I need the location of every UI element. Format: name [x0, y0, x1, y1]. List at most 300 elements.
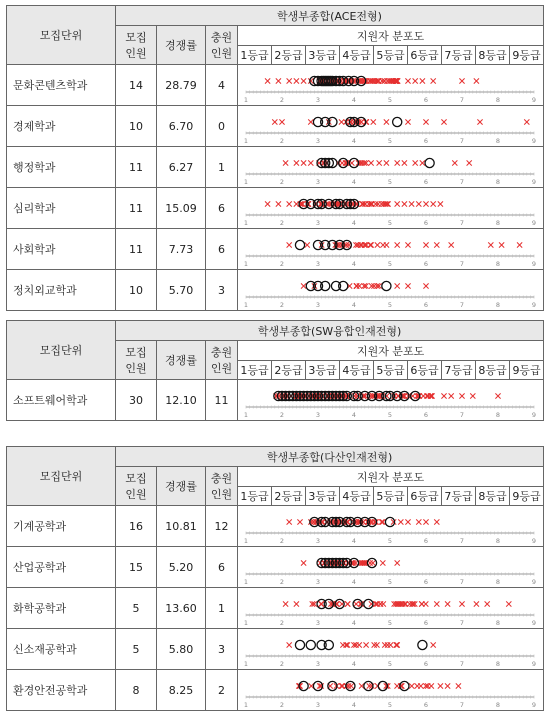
applicant-mark — [371, 119, 376, 124]
axis-tick-label: 6 — [423, 537, 429, 545]
axis-tick-label: 4 — [351, 619, 357, 627]
applicant-mark — [474, 601, 479, 606]
axis-tick-label: 7 — [459, 219, 465, 227]
strip-plot-svg — [238, 148, 542, 186]
distribution-plot — [238, 188, 544, 229]
applicant-mark — [456, 683, 461, 688]
grade-label: 9등급 — [510, 487, 544, 506]
axis-tick-label: 2 — [279, 137, 285, 145]
axis-tick-label: 8 — [495, 660, 501, 668]
table-row — [7, 188, 544, 229]
applicant-mark — [345, 601, 350, 606]
dept-name: 사회학과 — [7, 229, 116, 270]
axis-tick-label: 1 — [243, 137, 249, 145]
applicant-mark — [438, 683, 443, 688]
fill-value: 12 — [206, 506, 238, 547]
applicant-mark — [301, 160, 306, 165]
applicant-mark — [265, 78, 270, 83]
axis-tick-label: 8 — [495, 578, 501, 586]
strip-plot-svg — [238, 66, 542, 104]
applicant-mark — [488, 242, 493, 247]
quota-value: 11 — [116, 229, 157, 270]
admitted-mark — [393, 117, 402, 126]
axis-tick-label: 1 — [243, 219, 249, 227]
applicant-mark — [354, 601, 359, 606]
applicant-mark — [339, 119, 344, 124]
header-fill: 충원 인원 — [206, 341, 238, 380]
admitted-mark — [306, 640, 315, 649]
axis-tick-label: 3 — [315, 96, 321, 104]
grade-label: 2등급 — [272, 46, 306, 65]
applicant-mark — [354, 283, 359, 288]
axis-tick-label: 3 — [315, 219, 321, 227]
applicant-mark — [405, 242, 410, 247]
header-distribution: 지원자 분포도 — [238, 26, 544, 46]
applicant-mark — [485, 601, 490, 606]
grade-label: 5등급 — [374, 487, 408, 506]
ratio-value: 28.79 — [157, 65, 206, 106]
applicant-mark — [445, 601, 450, 606]
dept-name: 신소재공학과 — [7, 629, 116, 670]
axis-tick-label: 9 — [531, 619, 537, 627]
grade-label: 9등급 — [510, 361, 544, 380]
table-ace — [6, 5, 544, 311]
applicant-mark — [395, 283, 400, 288]
header-ratio: 경쟁률 — [157, 341, 206, 380]
axis-tick-label: 4 — [351, 660, 357, 668]
axis-tick-label: 8 — [495, 137, 501, 145]
axis-tick-label: 9 — [531, 701, 537, 709]
distribution-plot — [238, 588, 544, 629]
grade-label: 7등급 — [442, 487, 476, 506]
distribution-plot — [238, 106, 544, 147]
grade-label: 6등급 — [408, 46, 442, 65]
applicant-mark — [434, 519, 439, 524]
applicant-mark — [394, 642, 399, 647]
quota-value: 5 — [116, 629, 157, 670]
grade-label: 9등급 — [510, 46, 544, 65]
quota-value: 11 — [116, 188, 157, 229]
applicant-mark — [279, 119, 284, 124]
admitted-mark — [295, 640, 304, 649]
grade-label: 3등급 — [306, 46, 340, 65]
axis-tick-label: 4 — [351, 537, 357, 545]
axis-tick-label: 6 — [423, 96, 429, 104]
axis-tick-label: 3 — [315, 411, 321, 419]
axis-tick-label: 3 — [315, 619, 321, 627]
applicant-mark — [517, 242, 522, 247]
applicant-mark — [409, 201, 414, 206]
applicant-mark — [413, 160, 418, 165]
axis-tick-label: 7 — [459, 537, 465, 545]
axis-tick-label: 4 — [351, 137, 357, 145]
axis-tick-label: 3 — [315, 660, 321, 668]
axis-tick-label: 4 — [351, 219, 357, 227]
fill-value: 6 — [206, 229, 238, 270]
axis-tick-label: 6 — [423, 301, 429, 309]
axis-tick-label: 8 — [495, 96, 501, 104]
axis-tick-label: 7 — [459, 660, 465, 668]
fill-value: 2 — [206, 670, 238, 711]
dept-name: 정치외교학과 — [7, 270, 116, 311]
grade-label: 6등급 — [408, 361, 442, 380]
dept-name: 소프트웨어학과 — [7, 380, 116, 421]
applicant-mark — [395, 201, 400, 206]
axis-tick-label: 6 — [423, 260, 429, 268]
applicant-mark — [416, 519, 421, 524]
applicant-mark — [369, 242, 374, 247]
axis-tick-label: 2 — [279, 619, 285, 627]
applicant-mark — [413, 78, 418, 83]
axis-tick-label: 2 — [279, 537, 285, 545]
ratio-value: 5.20 — [157, 547, 206, 588]
applicant-mark — [384, 119, 389, 124]
dept-name: 기계공학과 — [7, 506, 116, 547]
grade-label: 3등급 — [306, 487, 340, 506]
axis-tick-label: 2 — [279, 178, 285, 186]
fill-value: 1 — [206, 588, 238, 629]
axis-tick-label: 7 — [459, 578, 465, 586]
applicant-mark — [287, 201, 292, 206]
strip-plot-svg — [238, 189, 542, 227]
axis-tick-label: 2 — [279, 660, 285, 668]
axis-tick-label: 6 — [423, 137, 429, 145]
grade-label: 7등급 — [442, 361, 476, 380]
axis-tick-label: 5 — [387, 701, 393, 709]
applicant-mark — [524, 119, 529, 124]
axis-tick-label: 1 — [243, 178, 249, 186]
axis-tick-label: 1 — [243, 660, 249, 668]
ratio-value: 13.60 — [157, 588, 206, 629]
applicant-mark — [423, 283, 428, 288]
applicant-mark — [349, 683, 354, 688]
applicant-mark — [375, 242, 380, 247]
applicant-mark — [318, 601, 323, 606]
axis-tick-label: 8 — [495, 219, 501, 227]
admitted-mark — [328, 681, 337, 690]
header-unit: 모집단위 — [7, 6, 116, 65]
axis-tick-label: 5 — [387, 660, 393, 668]
axis-tick-label: 8 — [495, 178, 501, 186]
distribution-plot — [238, 380, 544, 421]
applicant-mark — [382, 642, 387, 647]
table-row — [7, 670, 544, 711]
applicant-mark — [420, 160, 425, 165]
ratio-value: 12.10 — [157, 380, 206, 421]
table-title: 학생부종합(ACE전형) — [116, 6, 544, 26]
table-row — [7, 380, 544, 421]
distribution-plot — [238, 270, 544, 311]
applicant-mark — [409, 683, 414, 688]
fill-value: 0 — [206, 106, 238, 147]
table-row — [7, 629, 544, 670]
table-row — [7, 588, 544, 629]
axis-tick-label: 6 — [423, 619, 429, 627]
axis-tick-label: 9 — [531, 301, 537, 309]
axis-tick-label: 8 — [495, 537, 501, 545]
axis-tick-label: 8 — [495, 701, 501, 709]
applicant-mark — [405, 283, 410, 288]
applicant-mark — [370, 560, 375, 565]
applicant-mark — [395, 560, 400, 565]
applicant-mark — [459, 78, 464, 83]
axis-tick-label: 9 — [531, 178, 537, 186]
fill-value: 11 — [206, 380, 238, 421]
applicant-mark — [287, 78, 292, 83]
header-fill: 충원 인원 — [206, 26, 238, 65]
axis-tick-label: 7 — [459, 260, 465, 268]
axis-tick-label: 5 — [387, 411, 393, 419]
fill-value: 1 — [206, 147, 238, 188]
applicant-mark — [384, 242, 389, 247]
grade-label: 2등급 — [272, 361, 306, 380]
axis-tick-label: 6 — [423, 178, 429, 186]
applicant-mark — [395, 242, 400, 247]
axis-tick-label: 9 — [531, 660, 537, 668]
header-unit: 모집단위 — [7, 321, 116, 380]
dept-name: 환경안전공학과 — [7, 670, 116, 711]
applicant-mark — [308, 160, 313, 165]
axis-tick-label: 9 — [531, 411, 537, 419]
header-ratio: 경쟁률 — [157, 467, 206, 506]
applicant-mark — [294, 601, 299, 606]
applicant-mark — [477, 119, 482, 124]
admitted-mark — [367, 558, 376, 567]
axis-tick-label: 6 — [423, 660, 429, 668]
applicant-mark — [283, 601, 288, 606]
applicant-mark — [434, 242, 439, 247]
axis-tick-label: 7 — [459, 301, 465, 309]
grade-label: 4등급 — [340, 487, 374, 506]
table-row — [7, 547, 544, 588]
header-quota: 모집 인원 — [116, 341, 157, 380]
axis-tick-label: 1 — [243, 619, 249, 627]
applicant-mark — [358, 242, 363, 247]
table-title: 학생부종합(다산인재전형) — [116, 447, 544, 467]
applicant-mark — [419, 601, 424, 606]
applicant-mark — [495, 393, 500, 398]
axis-tick-label: 6 — [423, 219, 429, 227]
applicant-mark — [423, 119, 428, 124]
applicant-mark — [445, 683, 450, 688]
admitted-mark — [425, 158, 434, 167]
applicant-mark — [506, 601, 511, 606]
grade-label: 8등급 — [476, 361, 510, 380]
axis-tick-label: 1 — [243, 701, 249, 709]
applicant-mark — [449, 393, 454, 398]
applicant-mark — [301, 283, 306, 288]
strip-plot-svg — [238, 630, 542, 668]
grade-label: 1등급 — [238, 487, 272, 506]
strip-plot-svg — [238, 381, 542, 419]
axis-tick-label: 2 — [279, 578, 285, 586]
distribution-plot — [238, 65, 544, 106]
axis-tick-label: 5 — [387, 219, 393, 227]
applicant-mark — [380, 519, 385, 524]
fill-value: 3 — [206, 629, 238, 670]
applicant-mark — [283, 160, 288, 165]
applicant-mark — [474, 78, 479, 83]
axis-tick-label: 7 — [459, 411, 465, 419]
applicant-mark — [423, 519, 428, 524]
quota-value: 8 — [116, 670, 157, 711]
applicant-mark — [363, 642, 368, 647]
grade-label: 8등급 — [476, 487, 510, 506]
axis-tick-label: 6 — [423, 701, 429, 709]
axis-tick-label: 2 — [279, 260, 285, 268]
axis-tick-label: 6 — [423, 411, 429, 419]
strip-plot-svg — [238, 671, 542, 709]
axis-tick-label: 3 — [315, 178, 321, 186]
table-dasan — [6, 446, 544, 711]
axis-tick-label: 1 — [243, 411, 249, 419]
applicant-mark — [384, 160, 389, 165]
applicant-mark — [420, 78, 425, 83]
axis-tick-label: 2 — [279, 411, 285, 419]
axis-tick-label: 1 — [243, 537, 249, 545]
axis-tick-label: 2 — [279, 219, 285, 227]
table-title: 학생부종합(SW융합인재전형) — [116, 321, 544, 341]
quota-value: 10 — [116, 106, 157, 147]
applicant-mark — [380, 560, 385, 565]
axis-tick-label: 4 — [351, 178, 357, 186]
applicant-mark — [385, 642, 390, 647]
dept-name: 경제학과 — [7, 106, 116, 147]
axis-tick-label: 8 — [495, 301, 501, 309]
axis-tick-label: 4 — [351, 260, 357, 268]
ratio-value: 15.09 — [157, 188, 206, 229]
applicant-mark — [405, 519, 410, 524]
table-row — [7, 229, 544, 270]
admitted-mark — [382, 281, 391, 290]
applicant-mark — [339, 683, 344, 688]
quota-value: 10 — [116, 270, 157, 311]
strip-plot-svg — [238, 271, 542, 309]
fill-value: 6 — [206, 547, 238, 588]
grade-label: 7등급 — [442, 46, 476, 65]
applicant-mark — [308, 119, 313, 124]
axis-tick-label: 2 — [279, 301, 285, 309]
axis-tick-label: 3 — [315, 260, 321, 268]
admitted-mark — [346, 681, 355, 690]
axis-tick-label: 5 — [387, 178, 393, 186]
applicant-mark — [402, 201, 407, 206]
applicant-mark — [395, 160, 400, 165]
dept-name: 문화콘텐츠학과 — [7, 65, 116, 106]
axis-tick-label: 6 — [423, 578, 429, 586]
axis-tick-label: 1 — [243, 260, 249, 268]
strip-plot-svg — [238, 230, 542, 268]
quota-value: 30 — [116, 380, 157, 421]
applicant-mark — [368, 160, 373, 165]
quota-value: 15 — [116, 547, 157, 588]
axis-tick-label: 8 — [495, 260, 501, 268]
applicant-mark — [301, 560, 306, 565]
applicant-mark — [372, 642, 377, 647]
axis-tick-label: 3 — [315, 137, 321, 145]
axis-tick-label: 7 — [459, 137, 465, 145]
axis-tick-label: 3 — [315, 701, 321, 709]
applicant-mark — [434, 601, 439, 606]
header-quota: 모집 인원 — [116, 467, 157, 506]
table-row — [7, 270, 544, 311]
applicant-mark — [467, 160, 472, 165]
axis-tick-label: 5 — [387, 96, 393, 104]
applicant-mark — [416, 201, 421, 206]
axis-tick-label: 7 — [459, 619, 465, 627]
applicant-mark — [377, 160, 382, 165]
quota-value: 11 — [116, 147, 157, 188]
distribution-plot — [238, 547, 544, 588]
axis-tick-label: 7 — [459, 701, 465, 709]
applicant-mark — [441, 393, 446, 398]
applicant-mark — [301, 78, 306, 83]
axis-tick-label: 1 — [243, 301, 249, 309]
applicant-mark — [459, 601, 464, 606]
table-row — [7, 65, 544, 106]
axis-tick-label: 4 — [351, 301, 357, 309]
applicant-mark — [431, 201, 436, 206]
axis-tick-label: 5 — [387, 301, 393, 309]
grade-label: 2등급 — [272, 487, 306, 506]
axis-tick-label: 9 — [531, 537, 537, 545]
axis-tick-label: 2 — [279, 96, 285, 104]
dept-name: 화학공학과 — [7, 588, 116, 629]
applicant-mark — [423, 242, 428, 247]
applicant-mark — [431, 642, 436, 647]
applicant-mark — [415, 683, 420, 688]
grade-label: 4등급 — [340, 46, 374, 65]
axis-tick-label: 4 — [351, 701, 357, 709]
applicant-mark — [297, 519, 302, 524]
ratio-value: 8.25 — [157, 670, 206, 711]
axis-tick-label: 9 — [531, 137, 537, 145]
axis-tick-label: 1 — [243, 578, 249, 586]
quota-value: 16 — [116, 506, 157, 547]
axis-tick-label: 3 — [315, 578, 321, 586]
applicant-mark — [470, 393, 475, 398]
grade-label: 8등급 — [476, 46, 510, 65]
axis-tick-label: 9 — [531, 96, 537, 104]
axis-tick-label: 4 — [351, 96, 357, 104]
axis-tick-label: 5 — [387, 619, 393, 627]
axis-tick-label: 5 — [387, 537, 393, 545]
applicant-mark — [287, 242, 292, 247]
distribution-plot — [238, 229, 544, 270]
axis-tick-label: 5 — [387, 260, 393, 268]
axis-tick-label: 3 — [315, 537, 321, 545]
ratio-value: 6.70 — [157, 106, 206, 147]
ratio-value: 6.27 — [157, 147, 206, 188]
applicant-mark — [305, 242, 310, 247]
applicant-mark — [379, 519, 384, 524]
ratio-value: 5.70 — [157, 270, 206, 311]
applicant-mark — [276, 78, 281, 83]
grade-label: 6등급 — [408, 487, 442, 506]
applicant-mark — [438, 201, 443, 206]
table-row — [7, 106, 544, 147]
grade-label: 1등급 — [238, 46, 272, 65]
axis-tick-label: 7 — [459, 96, 465, 104]
distribution-plot — [238, 506, 544, 547]
axis-tick-label: 9 — [531, 260, 537, 268]
ratio-value: 10.81 — [157, 506, 206, 547]
applicant-mark — [294, 201, 299, 206]
axis-tick-label: 5 — [387, 137, 393, 145]
dept-name: 심리학과 — [7, 188, 116, 229]
admitted-mark — [349, 158, 358, 167]
axis-tick-label: 9 — [531, 578, 537, 586]
